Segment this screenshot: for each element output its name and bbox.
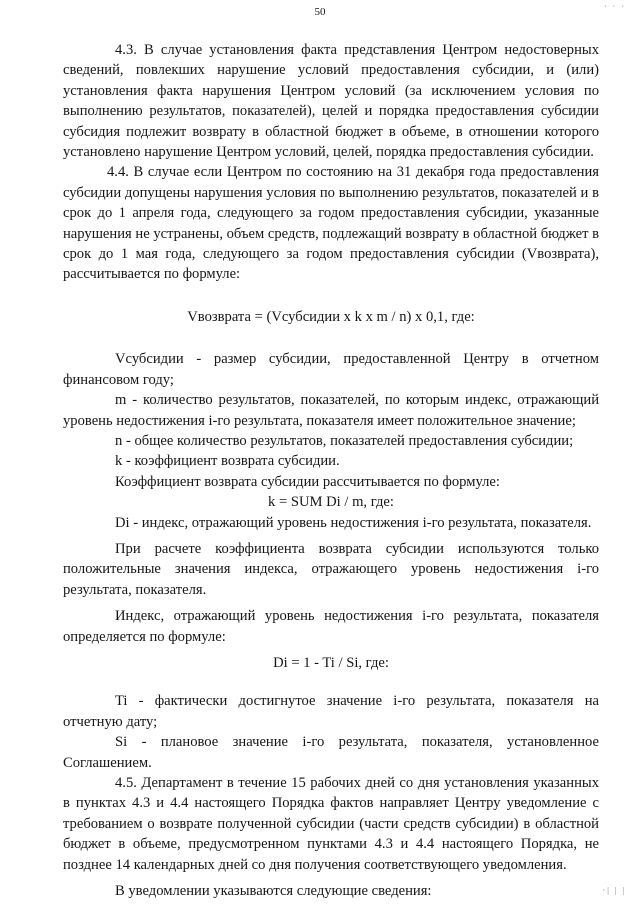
paragraph-4-4: 4.4. В случае если Центром по состоянию на 31 декабря года предоставления субсидии допущены нарушения условия по выполнению результатов, показателей и в срок до 1 апреля года, следующего за годом предоставления субсидии, указанные нарушения не устранены, объем средств, подлежащий возврату в областной бюджет в срок до 1 мая года, следующего за годом предоставления субсидии (Vвозврата), рассчитывается по формуле:	[63, 164, 599, 283]
paragraph-4-5: 4.5. Департамент в течение 15 рабочих дней со дня установления указанных в пунктах 4.3 и 4.4 настоящего Порядка фактов направляет Центру уведомление с требованием о возврате полученной субсидии (части средств субсидии) в областной бюджет в объеме, предусмотренном пунктами 4.3 и 4.4 настоящего Порядка, не позднее 14 календарных дней со дня получения соответствующего уведомления.	[63, 775, 599, 873]
formula-v-return: Vвозврата = (Vсубсидии x k x m / n) x 0,1, где:	[187, 308, 475, 325]
document-body	[63, 40, 599, 901]
paragraph-4-3: 4.3. В случае установления факта представления Центром недостоверных сведений, повлекших нарушение условий предоставления субсидии, и (или) установления факта нарушения Центром условий (за исключением условия по выполнению результатов, показателей), целей и порядка предоставления субсидии субсидия подлежит возврату в областной бюджет в объеме, в отношении которого установлено нарушение Центром условий, целей, порядка предоставления субсидии.	[63, 42, 599, 161]
formula-k: k = SUM Di / m, где:	[268, 494, 394, 511]
definition-m: m - количество результатов, показателей, по которым индекс, отражающий уровень недостижения i-го результата, показателя имеет положительное значение;	[63, 392, 599, 429]
k-formula-intro: Коэффициент возврата субсидии рассчитывается по формуле:	[115, 473, 500, 490]
paragraph-positive-values: При расчете коэффициента возврата субсидии используются только положительные значения индекса, отражающего уровень недостижения i-го результата, показателя.	[63, 540, 599, 598]
definition-v-subsidy: Vсубсидии - размер субсидии, предоставленной Центру в отчетном финансовом году;	[63, 351, 599, 388]
definition-k: k - коэффициент возврата субсидии.	[115, 453, 340, 470]
definition-n: n - общее количество результатов, показателей предоставления субсидии;	[115, 432, 574, 449]
di-formula-intro: Индекс, отражающий уровень недостижения i-го результата, показателя определяется по формуле:	[63, 608, 599, 645]
corner-mark-top: · · ·	[604, 2, 626, 11]
corner-mark-bottom: ·| | |	[602, 886, 626, 895]
formula-di: Di = 1 - Ti / Si, где:	[273, 654, 389, 671]
definition-ti: Ti - фактически достигнутое значение i-го результата, показателя на отчетную дату;	[63, 693, 599, 730]
page-number: 50	[314, 6, 326, 18]
definition-si: Si - плановое значение i-го результата, показателя, установленное Соглашением.	[63, 734, 599, 771]
definition-di: Di - индекс, отражающий уровень недостижения i-го результата, показателя.	[115, 514, 592, 531]
paragraph-notice-contents: В уведомлении указываются следующие сведения:	[115, 883, 432, 900]
